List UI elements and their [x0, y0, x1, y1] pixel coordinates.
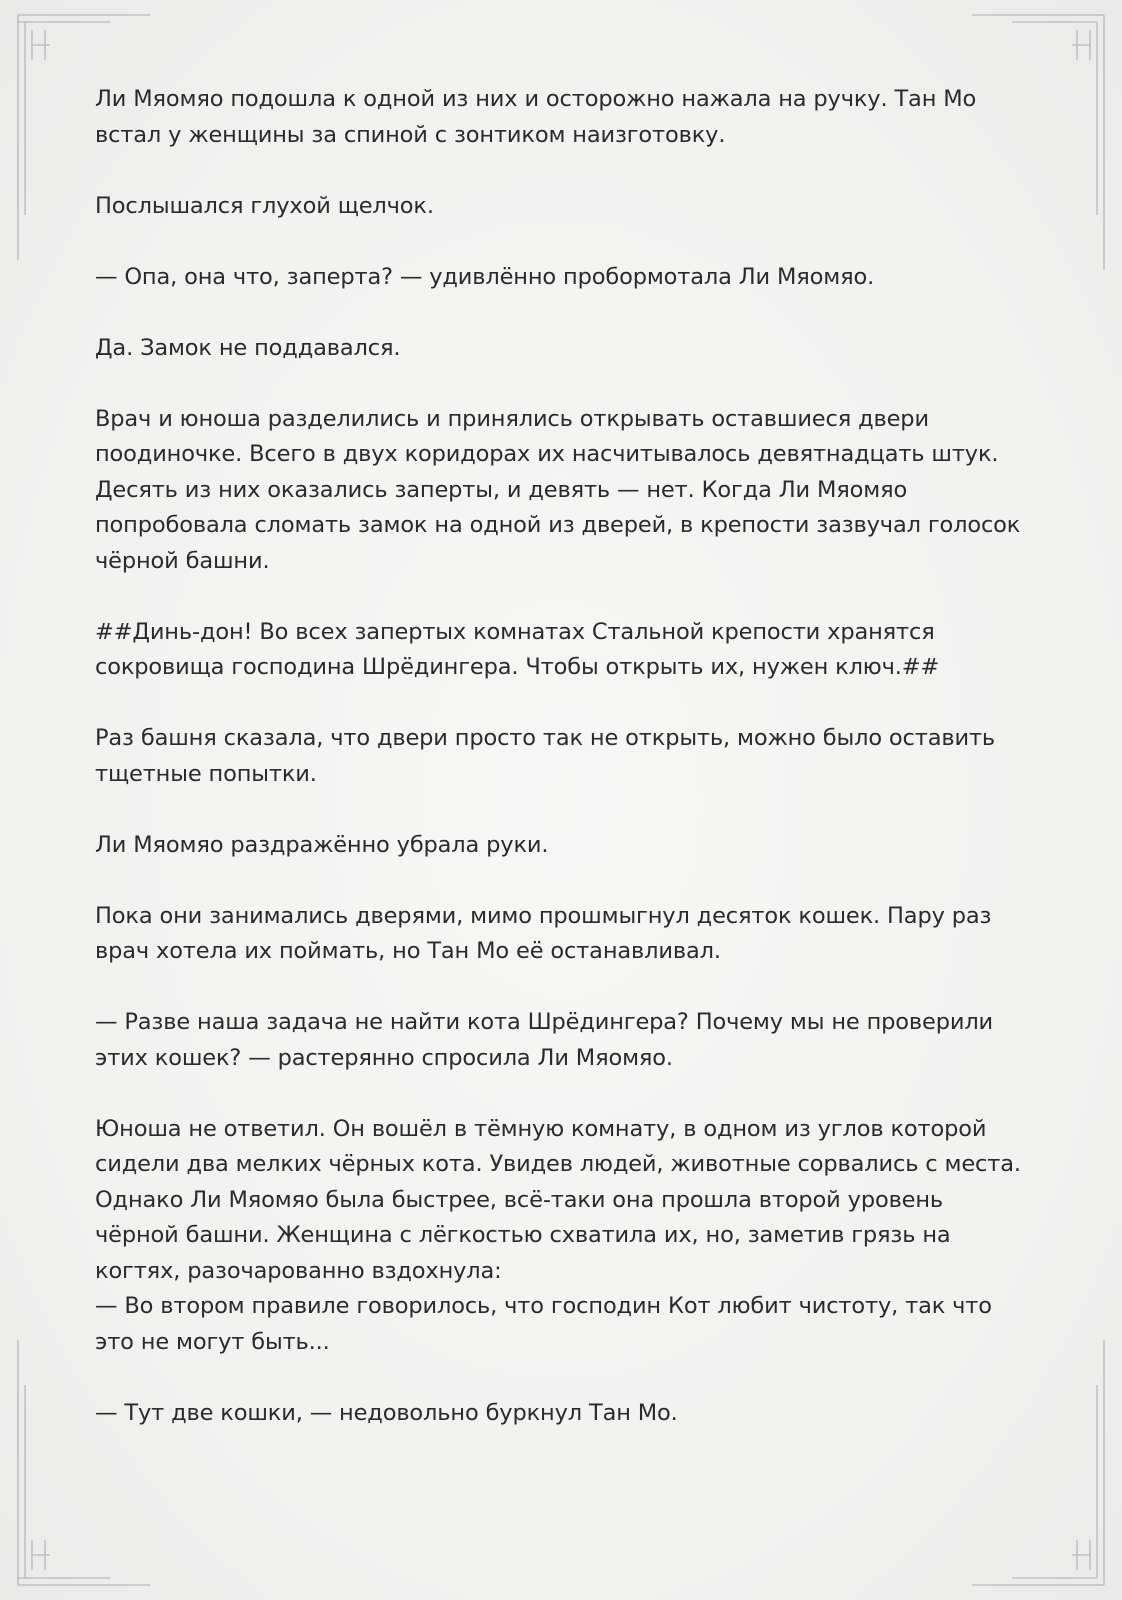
paragraph: Пока они занимались дверями, мимо прошмыгнул десяток кошек. Пару раз врач хотела их поймать, но Тан Мо её останавливал.	[95, 902, 992, 964]
paragraph: Раз башня сказала, что двери просто так не открыть, можно было оставить тщетные попытки.	[95, 725, 996, 787]
paragraph: — Во втором правиле говорилось, что господин Кот любит чистоту, так что это не могут быть...	[95, 1293, 992, 1355]
paragraph: Ли Мяомяо подошла к одной из них и осторожно нажала на ручку. Тан Мо встал у женщины за спиной с зонтиком наизготовку.	[95, 86, 977, 148]
paragraph: — Опа, она что, заперта? — удивлённо пробормотала Ли Мяомяо.	[95, 263, 875, 290]
paragraph: Врач и юноша разделились и принялись открывать оставшиеся двери поодиночке. Всего в двух коридорах их насчитывалось девятнадцать штук. Десять из них оказались заперты, и девять — нет. Когда Ли Мяомяо попробовала сломать замок на одной из дверей, в крепости зазвучал голосок чёрной башни.	[95, 405, 1021, 574]
paragraph: Юноша не ответил. Он вошёл в тёмную комнату, в одном из углов которой сидели два мелких чёрных кота. Увидев людей, животные сорвались с места. Однако Ли Мяомяо была быстрее, всё-таки она прошла второй уровень чёрной башни. Женщина с лёгкостью схватила их, но, заметив грязь на когтях, разочарованно вздохнула:	[95, 1115, 1021, 1284]
paragraph: — Разве наша задача не найти кота Шрёдингера? Почему мы не проверили этих кошек? — растерянно спросила Ли Мяомяо.	[95, 1009, 994, 1071]
document-body	[95, 82, 1030, 1467]
paragraph: Послышался глухой щелчок.	[95, 192, 434, 219]
paragraph: ##Динь-дон! Во всех запертых комнатах Стальной крепости хранятся сокровища господина Шрёдингера. Чтобы открыть их, нужен ключ.##	[95, 618, 940, 680]
paragraph: Да. Замок не поддавался.	[95, 334, 401, 361]
paragraph: Ли Мяомяо раздражённо убрала руки.	[95, 831, 549, 858]
paragraph: — Тут две кошки, — недовольно буркнул Тан Мо.	[95, 1399, 678, 1426]
